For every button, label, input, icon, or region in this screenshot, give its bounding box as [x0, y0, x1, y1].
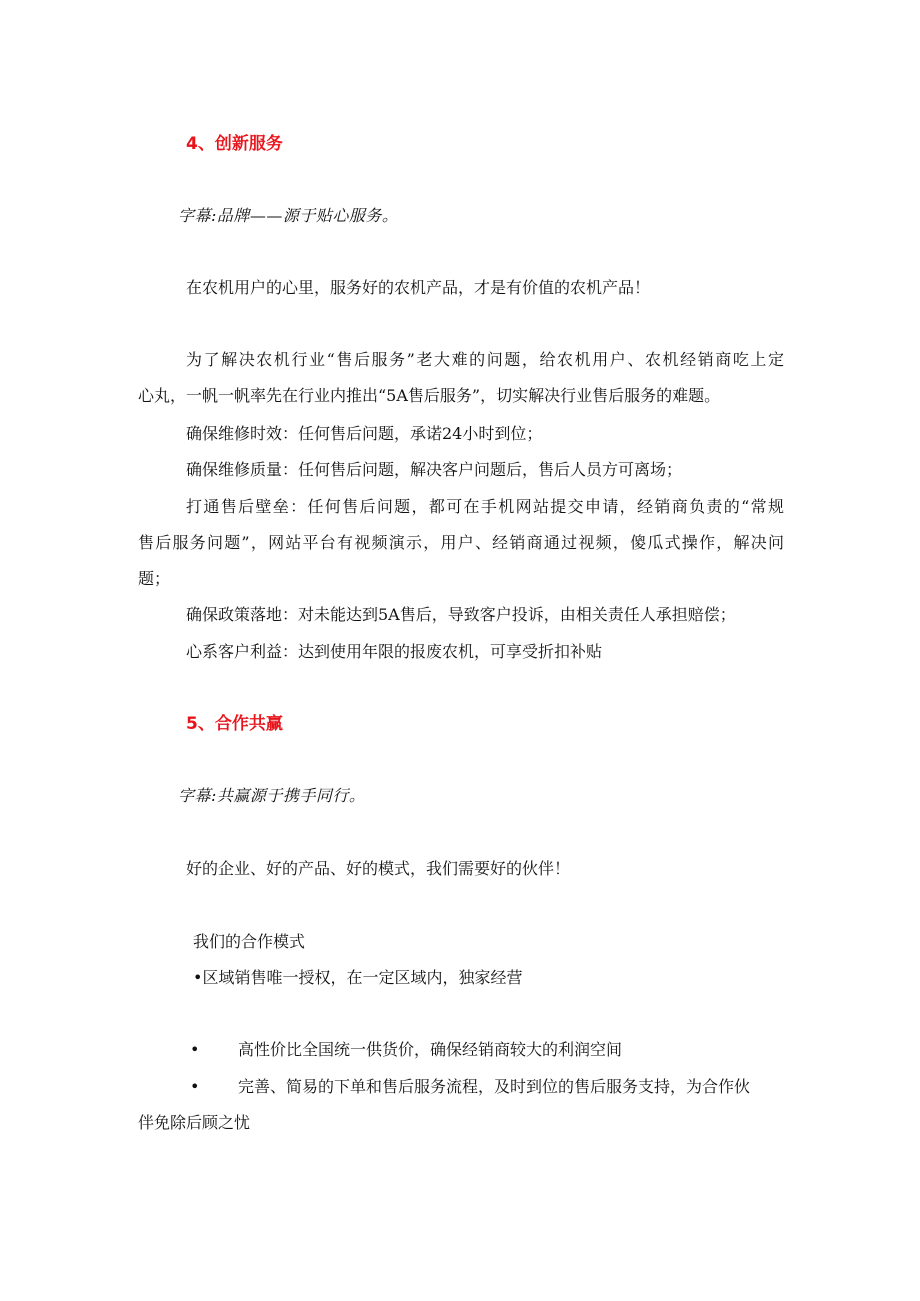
- service-item-response-time: 确保维修时效：任何售后问题，承诺24小时到位；: [186, 424, 543, 443]
- section-4-heading: 4、创新服务: [186, 134, 283, 154]
- service-item-barrier-line-1: 打通售后壁垒：任何售后问题，都可在手机网站提交申请，经销商负责的“常规: [186, 497, 784, 516]
- cooperation-mode-title: 我们的合作模式: [193, 932, 306, 951]
- service-item-barrier-line-3: 题；: [138, 569, 171, 588]
- bullet-icon: •: [190, 1077, 200, 1096]
- cooperation-bullet-price-text: 高性价比全国统一供货价，确保经销商较大的利润空间: [238, 1040, 623, 1059]
- section-5-intro: 好的企业、好的产品、好的模式，我们需要好的伙伴！: [186, 859, 571, 878]
- section-5-caption: 字幕:共赢源于携手同行。: [178, 786, 366, 805]
- service-item-policy: 确保政策落地：对未能达到5A售后，导致客户投诉，由相关责任人承担赔偿；: [186, 605, 736, 624]
- section-4-intro: 在农机用户的心里，服务好的农机产品，才是有价值的农机产品！: [186, 278, 651, 297]
- cooperation-bullet-service-text-line-1: 完善、简易的下单和售后服务流程，及时到位的售后服务支持，为合作伙: [238, 1077, 751, 1096]
- service-item-quality: 确保维修质量：任何售后问题，解决客户问题后，售后人员方可离场；: [186, 460, 683, 479]
- bullet-icon: •: [190, 1040, 200, 1059]
- service-item-customer-benefit: 心系客户利益：达到使用年限的报废农机，可享受折扣补贴: [186, 642, 603, 661]
- section-4-caption: 字幕:品牌——源于贴心服务。: [178, 206, 399, 225]
- service-item-barrier-line-2: 售后服务问题”，网站平台有视频演示，用户、经销商通过视频，傻瓜式操作，解决问: [138, 533, 784, 552]
- cooperation-bullet-service: [190, 1069, 784, 1105]
- cooperation-bullet-service-text-line-2: 伴免除后顾之忧: [138, 1113, 251, 1132]
- section-4-paragraph-line-1: 为了解决农机行业“售后服务”老大难的问题，给农机用户、农机经销商吃上定: [186, 350, 784, 369]
- section-5-heading: 5、合作共赢: [186, 714, 283, 734]
- cooperation-bullet-exclusive: •区域销售唯一授权，在一定区域内，独家经营: [193, 968, 523, 987]
- section-4-paragraph-line-2: 心丸，一帆一帆率先在行业内推出“5A售后服务”，切实解决行业售后服务的难题。: [138, 386, 721, 405]
- cooperation-bullet-price: [190, 1032, 840, 1068]
